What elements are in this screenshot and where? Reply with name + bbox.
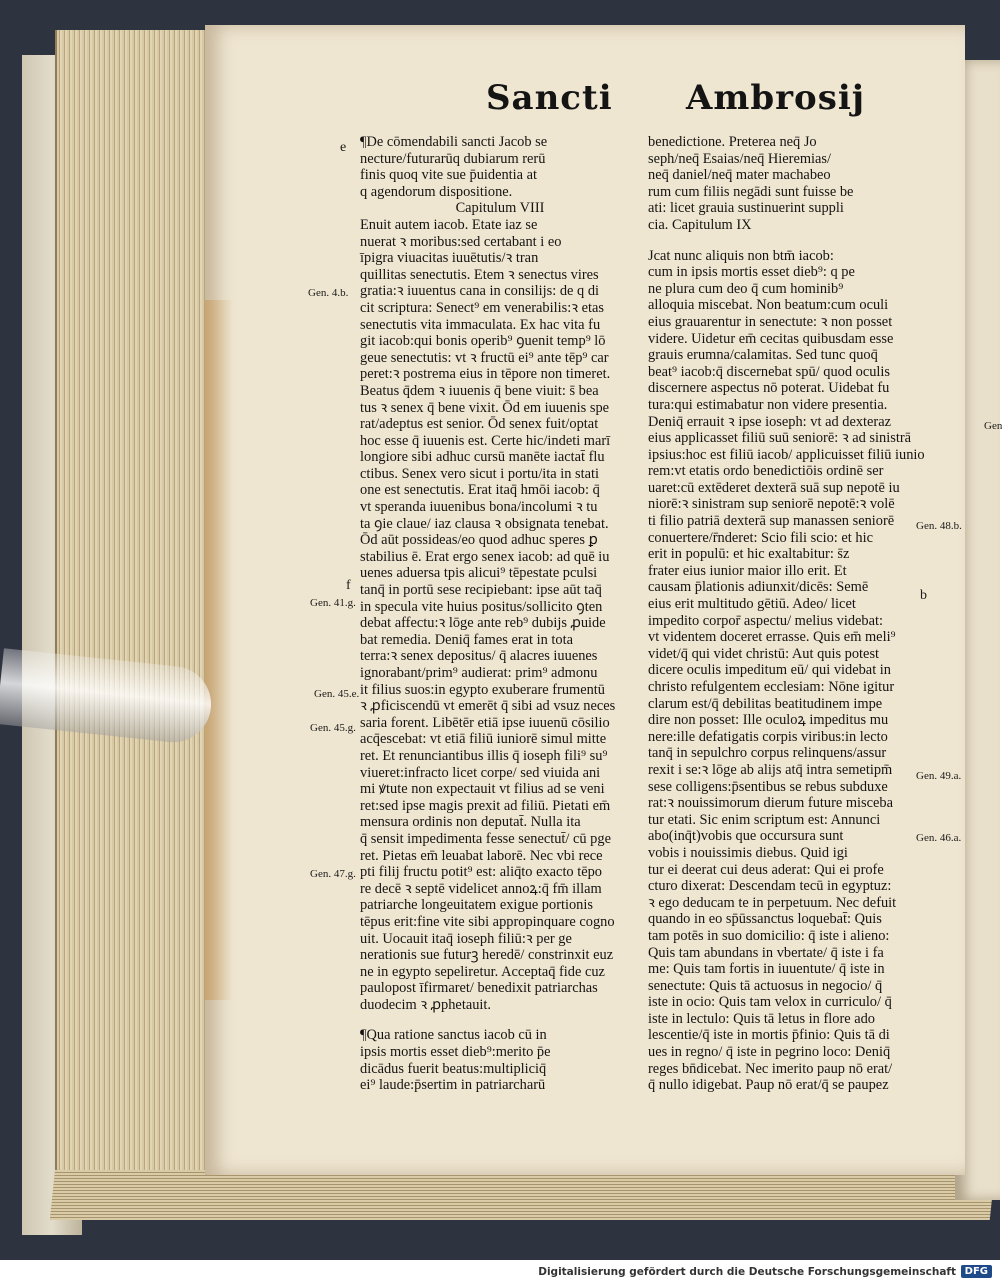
text-line: quando in eo sp̄ūssanctus loquebat̄: Quis [648,911,882,928]
text-line: conuertere/r̄nderet: Scio fili scio: et hic [648,529,873,546]
text-line: ¶Qua ratione sanctus iacob cū in [360,1027,547,1044]
text-line: Deniq̄ errauit ꝛ ipse ioseph: vt ad dexteraz [648,413,891,430]
footer-bar [0,1260,1000,1286]
text-line: abo(inq̄t)vobis que occursura sunt [648,828,844,845]
text-line: rexit i se:ꝛ lōge ab alijs atq̄ intra semetipm̄ [648,761,893,778]
text-line: necture/futurarūq dubiarum rerū [360,150,546,167]
text-line: eius grauarentur in senectute: ꝛ non posset [648,313,893,330]
margin-note-gen-49a: Gen. 49.a. [916,770,962,782]
text-line: discernere aspectus nō poterat. Uidebat fu [648,380,890,397]
text-line: cit scriptura: Senect⁹ em venerabilis:ꝛ etas [360,299,604,316]
text-line: uaret:cū extēderet dexterā suā sup nepotē iu [648,479,900,496]
text-line: nuerat ꝛ moribus:sed certabant i eo [360,233,562,250]
text-line: ꝛ ꝓficiscendū vt emerēt q̄ sibi ad vsuz neces [360,698,616,715]
text-line: cia. Capitulum IX [648,216,752,233]
text-line: debat affectu:ꝛ lōge ante reb⁹ dubijs ꝓuide [360,615,606,632]
text-line: one est senectutis. Erat itaq̄ hmōi iacob: q̄ [360,482,600,499]
text-line: rat:ꝛ nouissimorum dierum future misceba [648,795,894,812]
text-line: hoc esse q̄ iuuenis est. Certe hic/indeti marī [360,432,611,449]
text-line: cturo dixerat: Descendam tecū in egyptuz: [648,878,892,895]
text-line: gratia:ꝛ iuuentus cana in consilijs: de q di [360,283,600,300]
text-line: me: Quis tam fortis in iuuentute/ q̄ iste in [648,961,885,978]
text-line: ne in egypto sepeliretur. Acceptaq̄ fide cuz [360,963,605,980]
text-line: ipsius:hoc est filiū iacob/ applicuisset filiū iunio [648,446,925,463]
text-line: vt videntem doceret errasse. Quis em̄ meli⁹ [648,629,896,646]
text-line: ret:sed ipse magis prexit ad filiū. Pietati em̄ [360,797,611,814]
text-line: lescentie/q̄ iste in mortis p̄finio: Quis tā di [648,1027,890,1044]
text-line: stabilius ē. Erat ergo senex iacob: ad quē iu [360,548,610,565]
text-line: ret. Et renunciantibus illis q̄ ioseph fili⁹ su⁹ [360,747,608,764]
page-stain [205,300,233,1000]
text-line: grauis erumna/calamitas. Sed tunc quoq̄ [648,347,878,364]
text-line: dicere oculis impeditum eū/ qui videbat in [648,662,891,679]
text-line: uit. Uocauit itaq̄ ioseph filiū:ꝛ per ge [360,930,572,947]
text-line: tus ꝛ senex q̄ bene vixit. Ōd em iuuenis spe [360,399,610,416]
text-line: rat/adeptus est senior. Ōd senex fuit/optat [360,416,599,433]
margin-letter-b: b [920,588,927,603]
text-line: dicādus fuerit beatus:multipliciq̄ [360,1060,547,1077]
text-line: tur ei deerat cui deus aderat: Qui ei profe [648,861,884,878]
text-line: geue senectutis: vt ꝛ fructū ei⁹ ante tēp⁹ car [360,349,609,366]
text-line: seph/neq̄ Esaias/neq̄ Hieremias/ [648,150,832,167]
text-line: senectutis vita immaculata. Ex hac vita fu [360,316,601,333]
text-line: ne plura cum deo q̄ cum hominib⁹ [648,280,844,297]
text-line: iste in ocio: Quis tam velox in curriculo/ q̄ [648,994,892,1011]
text-line: benedictione. Preterea neq̄ Jo [648,134,817,150]
text-line: vobis i nouissimis diebus. Quid igi [648,844,848,861]
text-line: erit in populū: et hic exaltabitur: s̄z [648,546,850,563]
text-line: rum cum filiis negādi sunt fuisse be [648,183,854,200]
text-line: tanq̄ in sepulchro corpus relinquens/assur [648,745,887,762]
text-line: viueret:infracto licet corpe/ sed viuida ani [360,764,601,781]
text-line: ꝛ ego deducam te in perpetuum. Nec defuit [648,894,897,911]
text-line: saria forent. Libētēr etiā ipse iuuenū cōsilio [360,714,610,731]
text-line: q agendorum dispositione. [360,183,513,200]
text-line: ¶De cōmendabili sancti Jacob se [360,134,548,150]
text-line: dire non posset: Ille oculoꝝ impeditus mu [648,712,889,729]
text-line: Ōd aūt possideas/eo quod adhuc speres ꝑ [360,532,598,549]
text-line: tanq̄ in portū sese recipiebant: ipse aūt taq̄ [360,582,602,599]
margin-note-gen-46a: Gen. 46.a. [916,832,962,844]
text-line: clarum est/q̄ debilitas beatitudinem impe [648,695,883,712]
text-line: frater eius iunior maior illo erit. Et [648,562,847,579]
text-line: q̄ nullo idigebat. Paup nō erat/q̄ se paupez [648,1077,889,1094]
text-line: duodecim ꝛ ꝓphetauit. [360,996,491,1013]
margin-note-gen-48b: Gen. 48.b. [916,520,962,532]
text-line: terra:ꝛ senex depositus/ q̄ alacres iuuenes [360,648,598,665]
text-line: Capitulum VIII [455,200,545,217]
dfg-logo-icon: DFG [961,1265,992,1278]
running-title-left: Sancti [486,78,613,118]
text-line: Jcat nunc aliquis non btm̄ iacob: [648,247,834,264]
text-line: quillitas senectutis. Etem ꝛ senectus vires [360,266,599,283]
text-line: mensura ordinis non deputat̄. Nulla ita [360,814,581,831]
text-line: Enuit autem iacob. Etate iaz se [360,216,538,233]
text-line: eius applicasset filiū suū seniorē: ꝛ ad sinistrā [648,430,911,447]
text-line: rem:vt etatis ordo benedictiōis ordinē ser [648,463,884,480]
text-line: Quis tam abundans in vbertate/ q̄ iste i fa [648,944,884,961]
margin-note-right-edge: Gen [984,420,1002,432]
text-line: beat⁹ iacob:q̄ discernebat spū/ quod oculis [648,363,890,380]
text-line: christo refulgentem ecclesiam: Nōne igitur [648,679,895,695]
text-line: sese colligens:p̄sentibus se rebus subduxe [648,778,888,795]
margin-note-gen-41g: Gen. 41.g. [310,597,356,609]
margin-letter-f: f [346,578,351,593]
text-line: ignorabant/prim⁹ audierat: prim⁹ admonu [360,665,598,681]
text-line: ti filio patriā dexterā sup manassen seniorē [648,513,895,530]
text-line: git iacob:qui bonis operib⁹ ꝯuenit temp⁹ lō [360,333,606,350]
text-line: pti filij fructu potit⁹ est: aliq̄to exacto tēpo [360,864,603,881]
text-line: videre. Uidetur em̄ cecitas quibusdam esse [648,330,894,347]
text-line: longiore sibi adhuc cursū manēte iactat̄ flu [360,449,605,466]
text-line: vt speranda iuuenibus bona/incolumi ꝛ tu [360,499,598,516]
left-text-column [360,134,640,1094]
text-line: in specula vite huius positus/sollicito ꝯten [360,598,603,615]
text-line: tur etati. Sic enim scriptum est: Annunci [648,811,881,828]
page-edges-bottom [50,1170,995,1220]
margin-note-gen-45e: Gen. 45.e. [314,688,360,700]
text-line: iste in lectulo: Quis tā letus in flore ado [648,1010,876,1027]
text-line: acq̄escebat: vt etiā filiū iuniorē simul mitte [360,731,607,748]
text-line: tura:qui estimabatur non videre presentia. [648,396,888,413]
text-line: senectute: Quis tā actuosus in negocio/ q̄ [648,977,883,994]
text-line: ctibus. Senex vero sicut i portu/ita in stati [360,465,600,482]
text-line: re decē ꝛ septē videlicet annoꝝ:q̄ fm̄ illam [360,880,602,897]
text-line [360,1013,640,1027]
text-line: alloquia miscebat. Non beatum:cum oculi [648,297,889,314]
margin-note-gen-47g: Gen. 47.g. [310,868,356,880]
text-line: Beatus q̄dem ꝛ iuuenis q̄ bene viuit: s̄ bea [360,382,599,399]
right-text-column [648,134,948,1094]
text-line: finis quoq vite sue p̄uidentia at [360,167,538,184]
text-line: nere:ille defatigatis corpis viribus:in lecto [648,728,888,745]
margin-note-gen-4b: Gen. 4.b. [308,287,349,299]
text-line: cum in ipsis mortis esset dieb⁹: q pe [648,264,855,281]
text-line: causam p̄lationis adiunxit/dicēs: Semē [648,579,869,596]
margin-note-gen-45g: Gen. 45.g. [310,722,356,734]
text-line: reges bn̄dicebat. Nec imerito paup nō erat/ [648,1060,893,1077]
text-line: īpigra viuacitas iuuētutis/ꝛ tran [360,250,539,267]
text-line: nerationis sue futurꝫ heredē/ constrinxit euz [360,947,614,964]
running-title-right: Ambrosij [686,78,866,118]
text-line: ta ꝯie claue/ iaz clausa ꝛ obsignata tenebat. [360,515,609,532]
text-line: ues in regno/ q̄ iste in pegrino loco: Deniq̄ [648,1044,891,1061]
footer-credit: Digitalisierung gefördert durch die Deutsche Forschungsgemeinschaft [538,1266,956,1278]
text-line: mi ꝟtute non expectauit vt filius ad se veni [360,781,605,798]
text-line: tam potēs in suo domicilio: q̄ iste i alieno: [648,927,890,944]
text-line: patriarche longeuitatem exigue portionis [360,897,593,914]
text-line: ret. Pietas em̄ leuabat laborē. Nec vbi rece [360,847,603,864]
text-line [648,234,948,248]
text-line: it filius suos:in egypto exuberare frumentū [360,681,605,698]
text-line: ei⁹ laude:p̄sertim in patriarcharū [360,1077,546,1094]
text-line: paulopost īfirmaret/ benedixit patriarchas [360,980,598,997]
text-line: q̄ sensit impedimenta fesse senectut̄/ cū pge [360,830,611,847]
text-line: videt/q̄ qui videt christū: Aut quis potest [648,645,880,662]
text-line: ipsis mortis esset dieb⁹:merito p̄e [360,1044,551,1061]
text-line: uenes aduersa tpis alicui⁹ tēpestate pculsi [360,565,598,582]
text-line: ati: licet grauia sustinuerint suppli [648,200,844,217]
text-line: peret:ꝛ postrema eius in tēpore non timeret. [360,366,611,383]
page-edges [55,30,217,1210]
text-line: niorē:ꝛ sinistram sup seniorē nepotē:ꝛ volē [648,496,895,513]
text-line: eius erit multitudo gētiū. Adeo/ licet [648,596,856,613]
text-line: bat remedia. Deniq̄ fames erat in tota [360,631,573,648]
text-line: neq̄ daniel/neq̄ mater machabeo [648,167,831,184]
text-line: tēpus erit:fine vite sibi appropinquare cogno [360,913,615,930]
margin-letter-e: e [340,140,347,155]
text-line: impedito corpor̄ aspectu/ melius videbat: [648,612,883,629]
